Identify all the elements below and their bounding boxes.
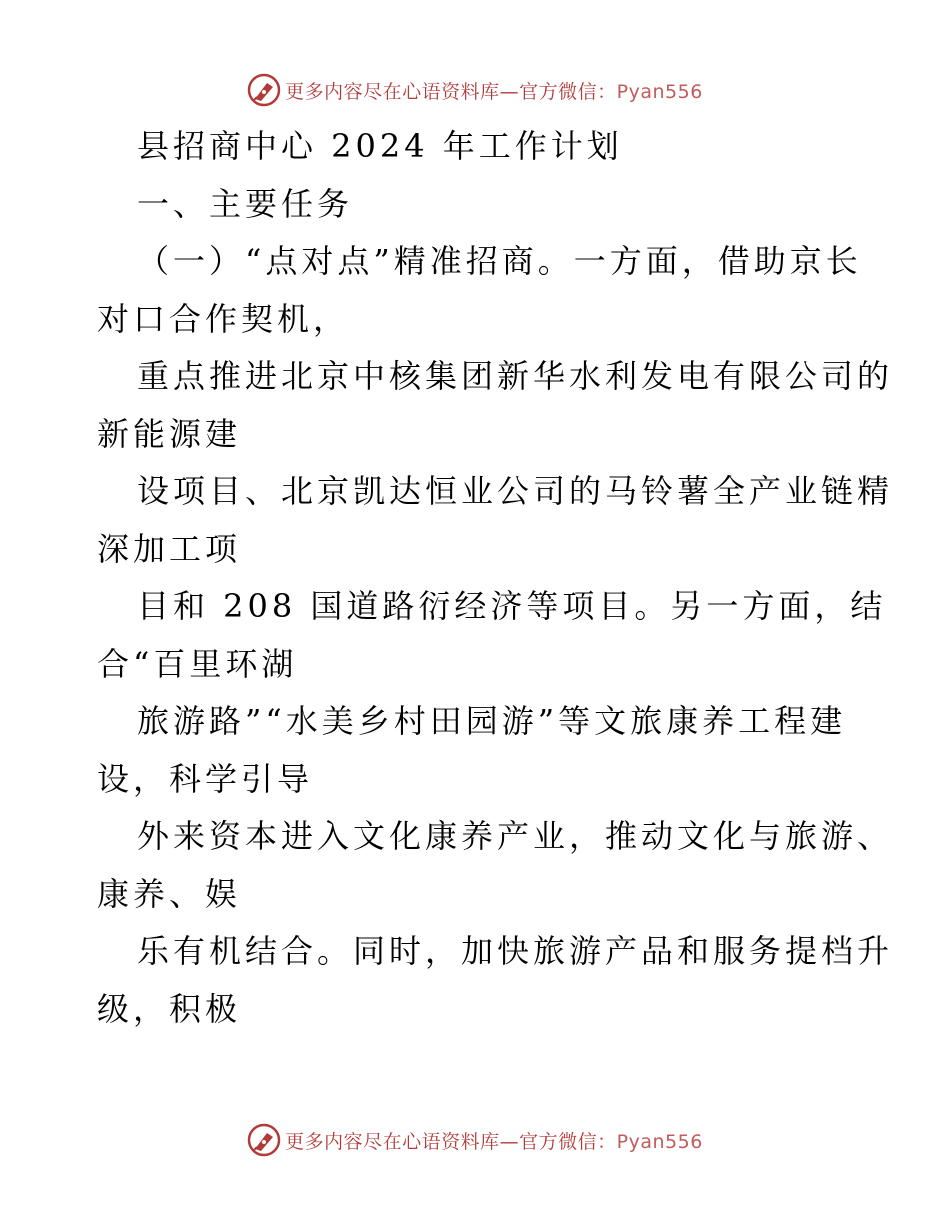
paragraph-line: 级，积极 (97, 989, 242, 1028)
paragraph-line: 外来资本进入文化康养产业，推动文化与旅游、 (137, 817, 894, 855)
wechat-id: Pyan556 (616, 80, 703, 103)
watermark-text: 更多内容尽在心语资料库—官方微信：Pyan556 (285, 80, 703, 103)
paragraph-line: 目和 208 国道路衍经济等项目。另一方面，结 (137, 587, 887, 625)
section-heading: 一、主要任务 (137, 184, 354, 223)
footer-watermark (0, 1122, 950, 1158)
paragraph-line: 设，科学引导 (97, 759, 314, 798)
paragraph-line: 乐有机结合。同时，加快旅游产品和服务提档升 (137, 932, 894, 970)
paragraph-line: 重点推进北京中核集团新华水利发电有限公司的 (137, 357, 894, 395)
pen-nib-logo-icon (247, 1123, 281, 1157)
paragraph-line: 对口合作契机， (97, 299, 350, 338)
paragraph-line: 设项目、北京凯达恒业公司的马铃薯全产业链精 (137, 472, 894, 510)
pen-nib-logo-icon (247, 73, 281, 107)
watermark-text: 更多内容尽在心语资料库—官方微信：Pyan556 (285, 1130, 703, 1153)
document-title: 县招商中心 2024 年工作计划 (137, 127, 623, 165)
paragraph-line: 合“百里环湖 (97, 644, 298, 683)
paragraph-line: 康养、娱 (97, 874, 242, 913)
header-watermark (0, 72, 950, 108)
wechat-id: Pyan556 (616, 1130, 703, 1153)
document-body (97, 118, 894, 1038)
paragraph-line: 新能源建 (97, 414, 242, 453)
paragraph-line: （一）“点对点”精准招商。一方面，借助京长 (137, 242, 862, 280)
paragraph-line: 旅游路”“水美乡村田园游”等文旅康养工程建 (137, 702, 847, 740)
paragraph-line: 深加工项 (97, 529, 242, 568)
